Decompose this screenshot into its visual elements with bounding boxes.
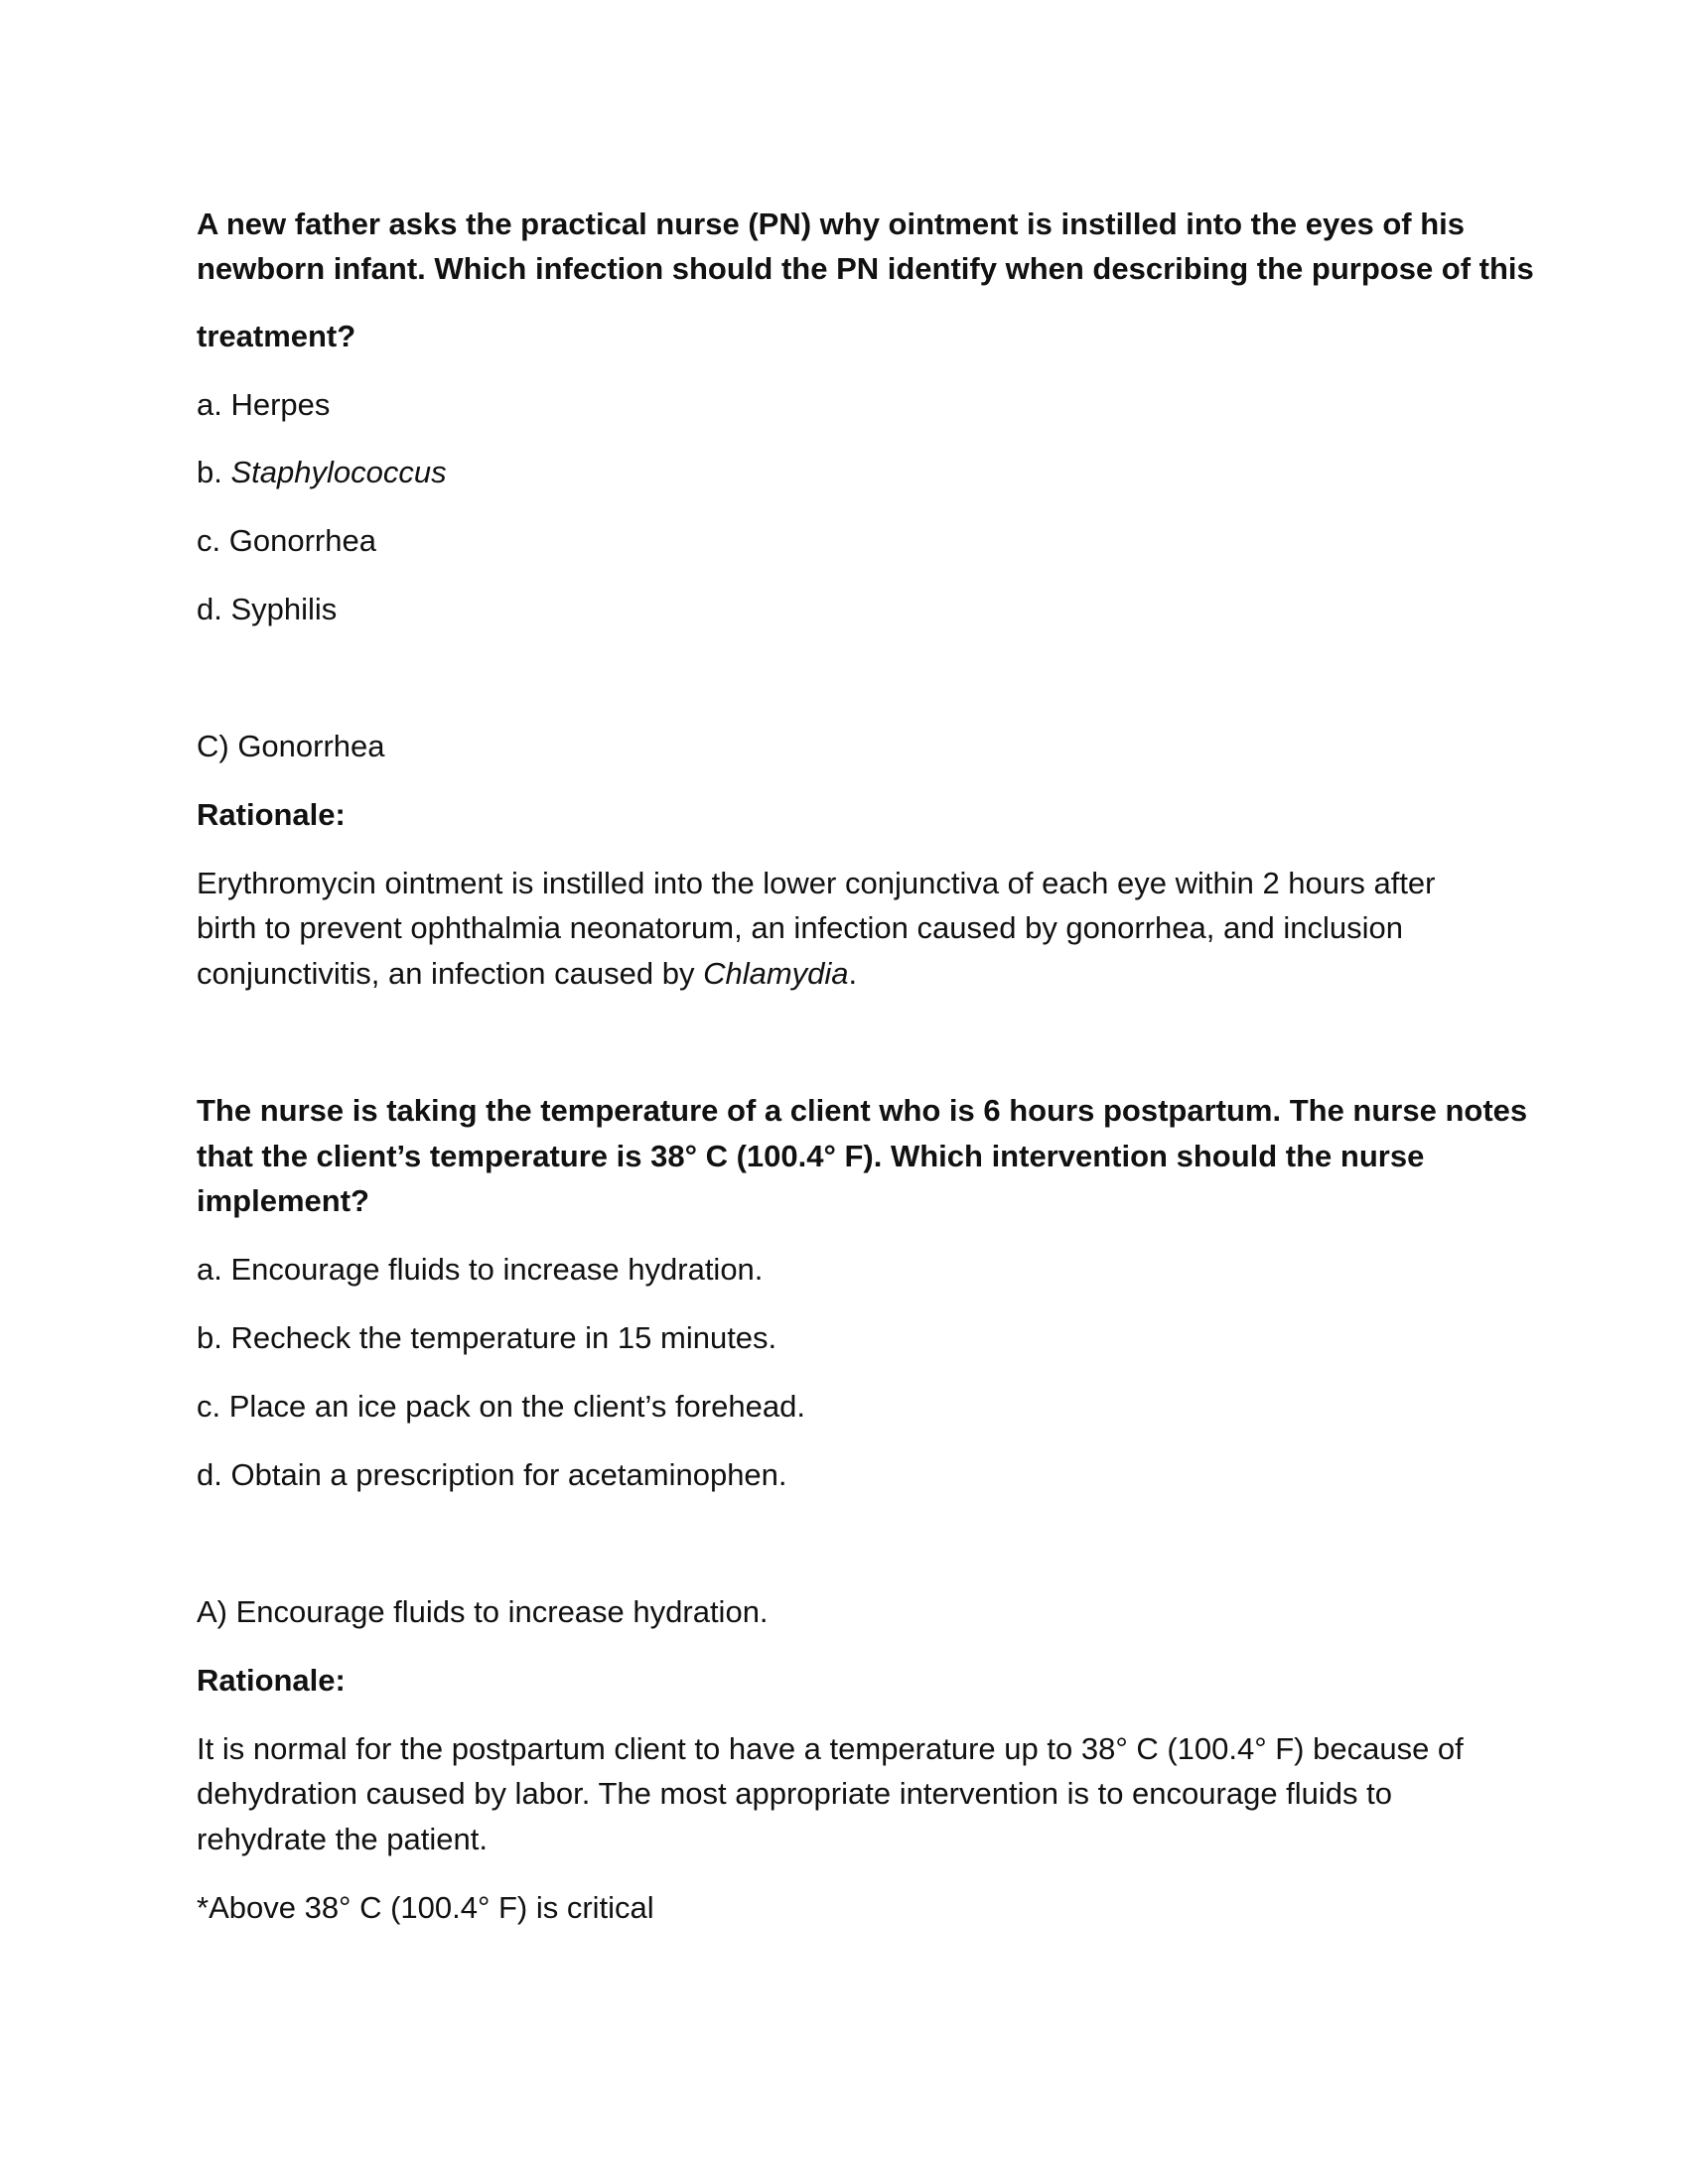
- question-1-option-d: [197, 587, 1497, 632]
- option-letter: c.: [197, 1389, 221, 1424]
- question-2-note: *Above 38° C (100.4° F) is critical: [197, 1890, 654, 1925]
- question-2-rationale-line-1: It is normal for the postpartum client to have a temperature up to 38° C (100.4° F) because of: [197, 1731, 1464, 1766]
- question-1-option-c: [197, 518, 1497, 564]
- question-2-option-c: [197, 1384, 1497, 1430]
- option-text: Recheck the temperature in 15 minutes.: [230, 1320, 777, 1355]
- question-1-stem-line-3: treatment?: [197, 319, 356, 353]
- question-1-rationale-line-3: [197, 951, 1497, 997]
- question-1-rationale-label: Rationale:: [197, 797, 346, 832]
- option-letter: a.: [197, 387, 222, 422]
- option-letter: c.: [197, 523, 221, 558]
- question-2-option-a: [197, 1247, 1497, 1293]
- option-text: Staphylococcus: [230, 455, 447, 489]
- rationale-text: conjunctivitis, an infection caused by: [197, 956, 704, 991]
- question-2-option-b: [197, 1315, 1497, 1361]
- option-text: Place an ice pack on the client’s forehead.: [228, 1389, 805, 1424]
- question-2-rationale-line-3: rehydrate the patient.: [197, 1822, 488, 1856]
- option-text: Syphilis: [230, 592, 338, 626]
- option-letter: a.: [197, 1252, 222, 1287]
- question-1-option-a: [197, 382, 1497, 428]
- option-letter: d.: [197, 592, 222, 626]
- rationale-italic-term: Chlamydia: [703, 956, 849, 991]
- question-1-stem-line-2: newborn infant. Which infection should the PN identify when describing the purpose of this: [197, 251, 1534, 286]
- question-1-answer: C) Gonorrhea: [197, 729, 385, 763]
- option-text: Encourage fluids to increase hydration.: [230, 1252, 764, 1287]
- question-2-stem-line-2: that the client’s temperature is 38° C (100.4° F). Which intervention should the nurse: [197, 1139, 1425, 1173]
- option-text: Gonorrhea: [228, 523, 376, 558]
- option-letter: b.: [197, 1320, 222, 1355]
- option-letter: d.: [197, 1457, 222, 1492]
- option-text: Obtain a prescription for acetaminophen.: [230, 1457, 787, 1492]
- question-1-option-b: [197, 450, 1497, 495]
- question-2-rationale-label: Rationale:: [197, 1663, 346, 1698]
- question-2-option-d: [197, 1452, 1497, 1498]
- question-2-stem-line-3: implement?: [197, 1183, 369, 1218]
- question-2-rationale-line-2: dehydration caused by labor. The most appropriate intervention is to encourage fluids to: [197, 1776, 1393, 1811]
- question-2-stem-line-1: The nurse is taking the temperature of a client who is 6 hours postpartum. The nurse notes: [197, 1093, 1528, 1128]
- option-text: Herpes: [230, 387, 331, 422]
- question-1-rationale-line-2: birth to prevent ophthalmia neonatorum, an infection caused by gonorrhea, and inclusion: [197, 910, 1403, 945]
- option-letter: b.: [197, 455, 222, 489]
- question-2-answer: A) Encourage fluids to increase hydration.: [197, 1594, 769, 1629]
- rationale-text-end: .: [848, 956, 858, 991]
- question-1-rationale-line-1: Erythromycin ointment is instilled into the lower conjunctiva of each eye within 2 hours after: [197, 866, 1436, 900]
- question-1-stem-line-1: A new father asks the practical nurse (PN) why ointment is instilled into the eyes of his: [197, 206, 1466, 241]
